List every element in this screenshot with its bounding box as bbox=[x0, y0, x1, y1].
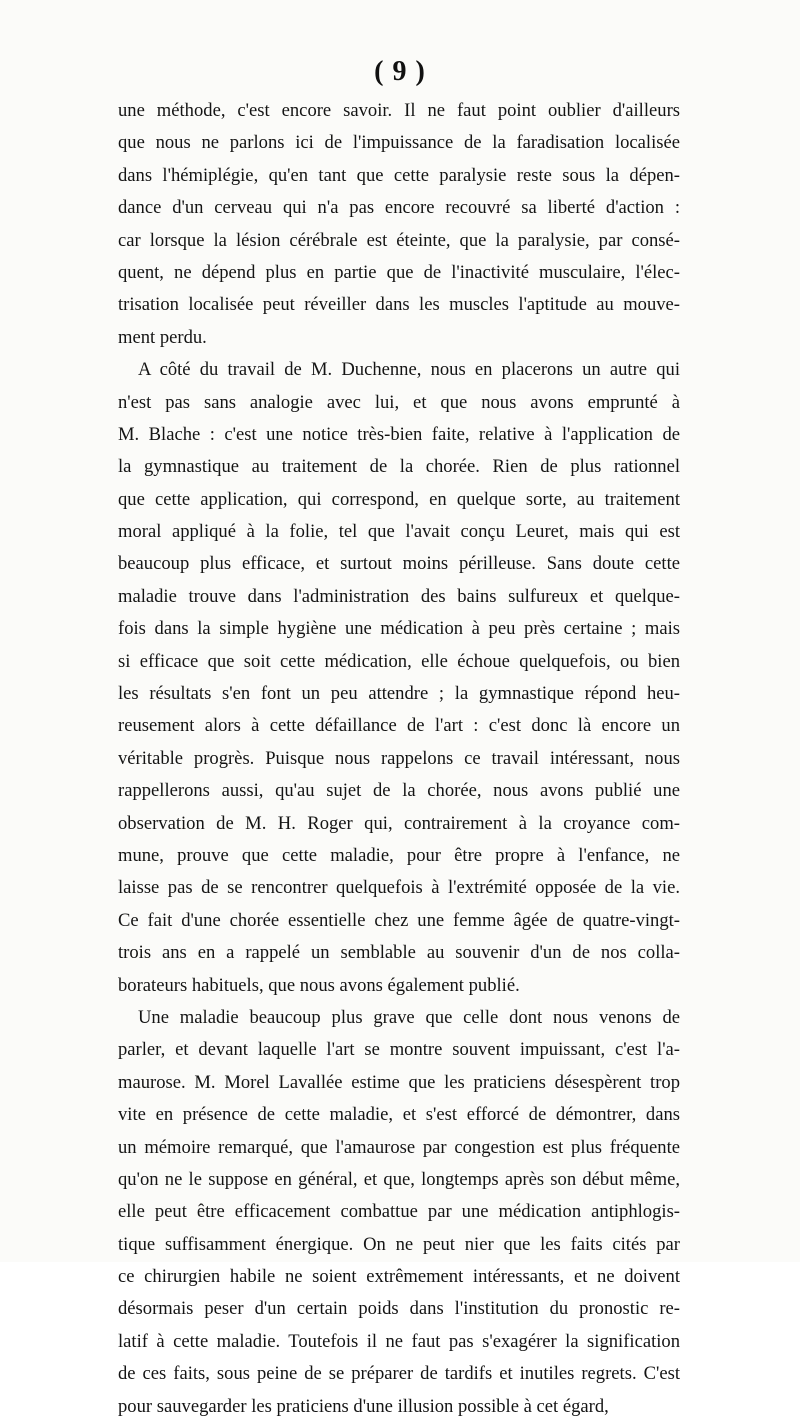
text-line: observation de M. H. Roger qui, contrairement à la croyance com- bbox=[118, 812, 680, 834]
text-line: ment perdu. bbox=[118, 326, 207, 348]
text-line: reusement alors à cette défaillance de l'art : c'est donc là encore un bbox=[118, 715, 680, 737]
text-line: véritable progrès. Puisque nous rappelons ce travail intéressant, nous bbox=[118, 747, 680, 769]
text-line: trisation localisée peut réveiller dans les muscles l'aptitude au mouve- bbox=[118, 294, 680, 316]
text-line: Une maladie beaucoup plus grave que celle dont nous venons de bbox=[138, 1006, 680, 1028]
text-line: que cette application, qui correspond, en quelque sorte, au traitement bbox=[118, 488, 680, 510]
text-line: si efficace que soit cette médication, elle échoue quelquefois, ou bien bbox=[118, 650, 680, 672]
text-line: ce chirurgien habile ne soient extrêmement intéressants, et ne doivent bbox=[118, 1266, 680, 1288]
text-line: latif à cette maladie. Toutefois il ne faut pas s'exagérer la signification bbox=[118, 1330, 680, 1352]
text-line: tique suffisamment énergique. On ne peut nier que les faits cités par bbox=[118, 1233, 680, 1255]
text-line: vite en présence de cette maladie, et s'est efforcé de démontrer, dans bbox=[118, 1104, 680, 1126]
text-line: pour sauvegarder les praticiens d'une illusion possible à cet égard, bbox=[118, 1395, 609, 1417]
text-line: fois dans la simple hygiène une médication à peu près certaine ; mais bbox=[118, 618, 680, 640]
text-line: n'est pas sans analogie avec lui, et que nous avons emprunté à bbox=[118, 391, 680, 413]
text-line: elle peut être efficacement combattue par une médication antiphlogis- bbox=[118, 1201, 680, 1223]
text-line: un mémoire remarqué, que l'amaurose par congestion est plus fréquente bbox=[118, 1136, 680, 1158]
body-text bbox=[118, 95, 680, 1423]
text-line: mune, prouve que cette maladie, pour être propre à l'enfance, ne bbox=[118, 844, 680, 866]
text-line: dance d'un cerveau qui n'a pas encore recouvré sa liberté d'action : bbox=[118, 197, 680, 219]
text-line: trois ans en a rappelé un semblable au souvenir d'un de nos colla- bbox=[118, 942, 680, 964]
text-line: quent, ne dépend plus en partie que de l'inactivité musculaire, l'élec- bbox=[118, 261, 680, 283]
text-line: M. Blache : c'est une notice très-bien faite, relative à l'application de bbox=[118, 423, 680, 445]
text-line: désormais peser d'un certain poids dans l'institution du pronostic re- bbox=[118, 1298, 680, 1320]
text-line: parler, et devant laquelle l'art se montre souvent impuissant, c'est l'a- bbox=[118, 1039, 680, 1061]
text-line: laisse pas de se rencontrer quelquefois à l'extrémité opposée de la vie. bbox=[118, 877, 680, 899]
text-line: la gymnastique au traitement de la chorée. Rien de plus rationnel bbox=[118, 456, 680, 478]
text-line: car lorsque la lésion cérébrale est éteinte, que la paralysie, par consé- bbox=[118, 229, 680, 251]
text-line: de ces faits, sous peine de se préparer de tardifs et inutiles regrets. C'est bbox=[118, 1363, 680, 1385]
page-number: ( 9 ) bbox=[374, 56, 426, 87]
text-line: A côté du travail de M. Duchenne, nous en placerons un autre qui bbox=[138, 359, 680, 381]
text-line: rappellerons aussi, qu'au sujet de la chorée, nous avons publié une bbox=[118, 780, 680, 802]
text-line: Ce fait d'une chorée essentielle chez une femme âgée de quatre-vingt- bbox=[118, 909, 680, 931]
text-line: moral appliqué à la folie, tel que l'avait conçu Leuret, mais qui est bbox=[118, 521, 680, 543]
text-line: dans l'hémiplégie, qu'en tant que cette paralysie reste sous la dépen- bbox=[118, 164, 680, 186]
text-line: maurose. M. Morel Lavallée estime que les praticiens désespèrent trop bbox=[118, 1071, 680, 1093]
text-line: une méthode, c'est encore savoir. Il ne faut point oublier d'ailleurs bbox=[118, 100, 680, 121]
text-line: borateurs habituels, que nous avons également publié. bbox=[118, 974, 520, 996]
text-line: les résultats s'en font un peu attendre ; la gymnastique répond heu- bbox=[118, 683, 680, 705]
text-line: beaucoup plus efficace, et surtout moins périlleuse. Sans doute cette bbox=[118, 553, 680, 575]
text-line: que nous ne parlons ici de l'impuissance de la faradisation localisée bbox=[118, 132, 680, 154]
text-line: qu'on ne le suppose en général, et que, longtemps après son début même, bbox=[118, 1168, 680, 1190]
text-line: maladie trouve dans l'administration des bains sulfureux et quelque- bbox=[118, 585, 680, 607]
